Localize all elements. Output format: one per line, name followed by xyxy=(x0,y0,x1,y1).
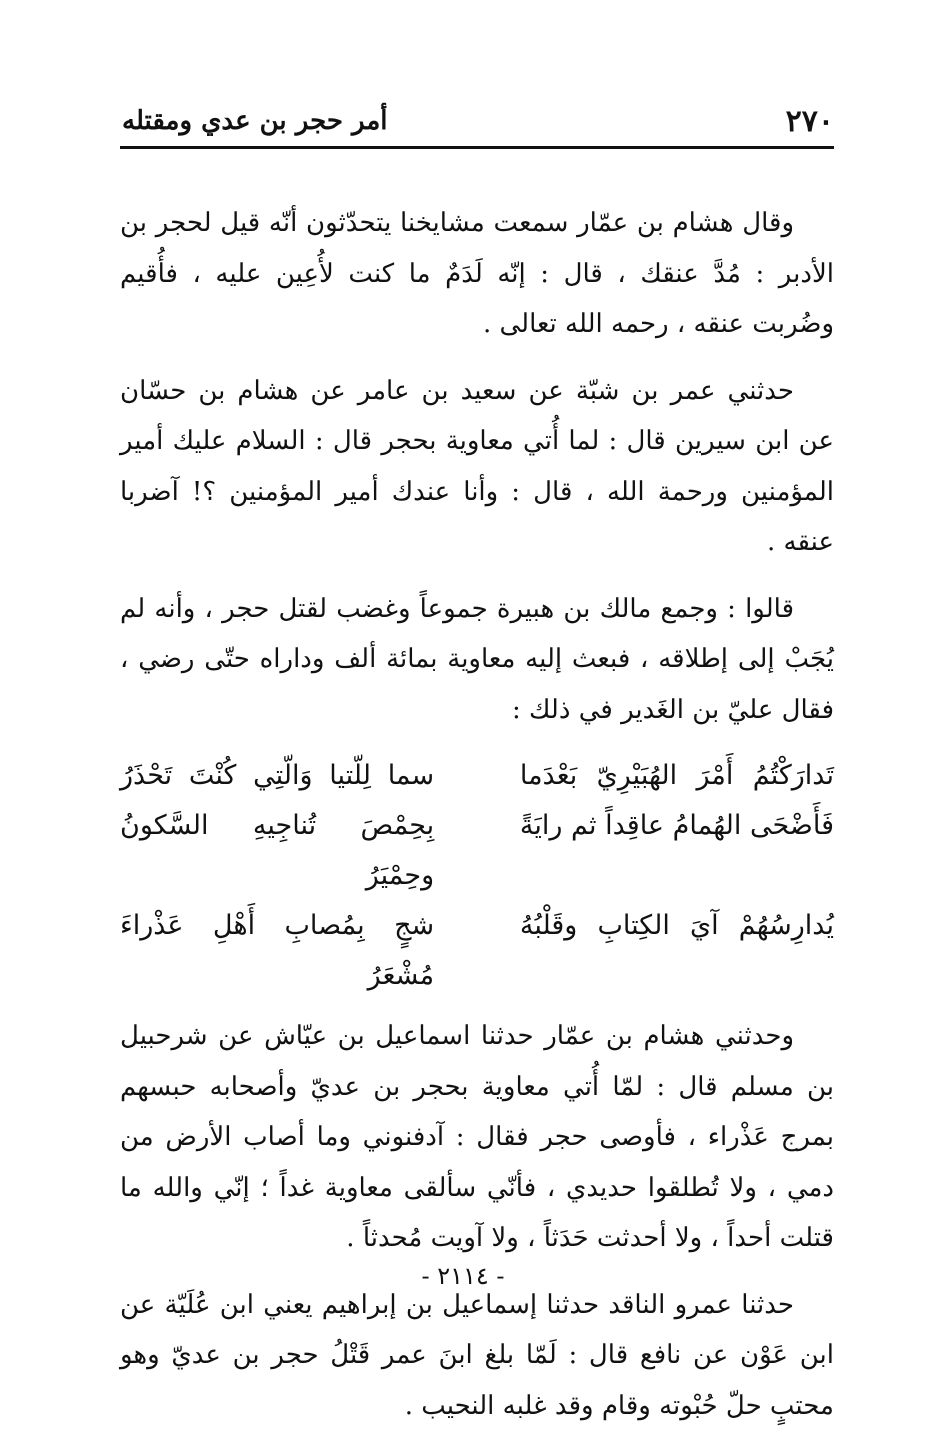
poem-verse xyxy=(120,751,834,801)
footer-page-number: - ٢١١٤ - xyxy=(421,1262,505,1290)
verse-second-hemistich: سما لِلّتيا وَالّتِي كُنْتَ تَحْذَرُ xyxy=(120,760,435,791)
paragraph: حدثنا عمرو الناقد حدثنا إسماعيل بن إبراهيم يعني ابن عُلَيّة عن ابن عَوْن عن نافع قال : لَمّا بلغ ابنَ عمر قَتْلُ حجر بن عديّ وهو محتبٍ حلّ حُبْوته وقام وقد غلبه النحيب . xyxy=(120,1289,834,1421)
page-header xyxy=(122,98,834,144)
verse-second-hemistich: بِحِمْصَ تُناجِيهِ السَّكونُ وحِمْيَرُ xyxy=(120,810,435,891)
header-rule xyxy=(120,146,834,149)
poem-verse xyxy=(120,901,834,1001)
paragraph: وقال هشام بن عمّار سمعت مشايخنا يتحدّثون أنّه قيل لحجر بن الأدبر : مُدَّ عنقك ، قال : إنّه لَدَمٌ ما كنت لأُعِين عليه ، فأُقيم وضُربت عنقه ، رحمه الله تعالى . xyxy=(120,208,834,339)
poem-verse xyxy=(120,801,834,901)
verse-first-hemistich: يُدارِسُهُمْ آيَ الكِتابِ وقَلْبُهُ xyxy=(519,910,834,941)
paragraph: وحدثني هشام بن عمّار حدثنا اسماعيل بن عيّاش عن شرحبيل بن مسلم قال : لمّا أُتي معاوية بحجر بن عديّ وأصحابه حبسهم بمرج عَذْراء ، فأوصى حجر فقال : آدفنوني وما أصاب الأرض من دمي ، ولا تُطلقوا حديدي ، فأنّي سألقى معاوية غداً ؛ إنّي والله ما قتلت أحداً ، ولا أحدثت حَدَثاً ، ولا آويت مُحدثاً . xyxy=(120,1021,834,1253)
verse-first-hemistich: فَأَضْحَى الهُمامُ عاقِداً ثم رايَةً xyxy=(519,810,834,841)
main-text xyxy=(120,198,834,1447)
verse-first-hemistich: تَدارَكْتُمُ أَمْرَ الهُبَيْرِيّ بَعْدَما xyxy=(519,760,834,791)
page-number: ٢٧٠ xyxy=(785,103,834,139)
paragraph: حدثني عمر بن شبّة عن سعيد بن عامر عن هشام بن حسّان عن ابن سيرين قال : لما أُتي معاوية بحجر قال : السلام عليك أمير المؤمنين ورحمة الله ، قال : وأنا عندك أمير المؤمنين ؟! آضربا عنقه . xyxy=(120,375,834,557)
paragraph: قالوا : وجمع مالك بن هبيرة جموعاً وغضب لقتل حجر ، وأنه لم يُجَبْ إلى إطلاقه ، فبعث إليه معاوية بمائة ألف وداراه حتّى رضي ، فقال عليّ بن الغَدير في ذلك : xyxy=(120,593,834,725)
verse-second-hemistich: شجٍ بِمُصابِ أَهْلِ عَذْراءَ مُشْعَرُ xyxy=(120,910,435,991)
running-title: أمر حجر بن عدي ومقتله xyxy=(122,106,388,136)
poem xyxy=(120,751,834,1001)
